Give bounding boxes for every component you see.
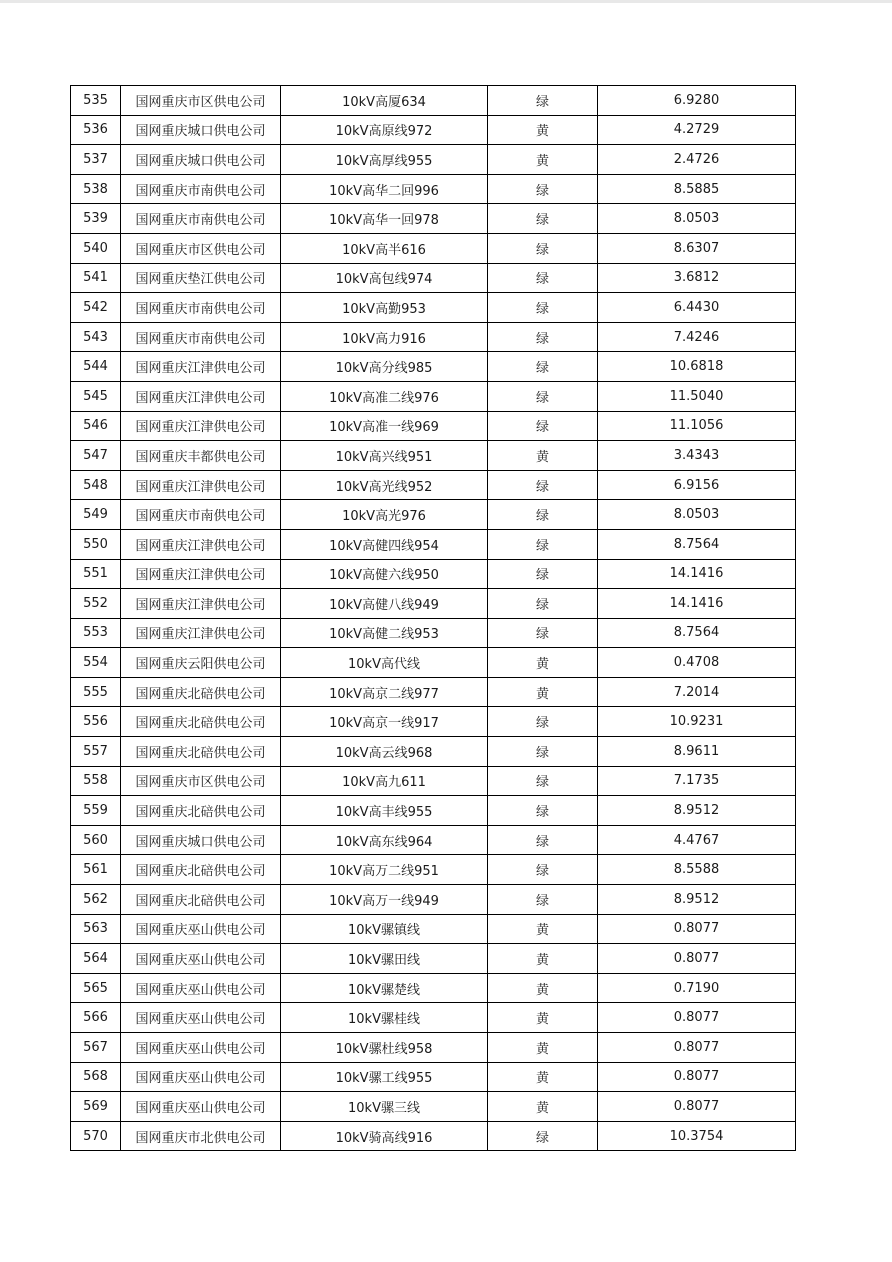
cell-value: 0.8077 — [598, 944, 796, 974]
cell-company: 国网重庆城口供电公司 — [121, 825, 281, 855]
cell-id: 537 — [71, 145, 121, 175]
cell-status: 绿 — [488, 411, 598, 441]
cell-value: 3.6812 — [598, 263, 796, 293]
cell-line: 10kV高准一线969 — [281, 411, 488, 441]
cell-company: 国网重庆江津供电公司 — [121, 352, 281, 382]
cell-status: 绿 — [488, 86, 598, 116]
cell-id: 565 — [71, 973, 121, 1003]
cell-company: 国网重庆城口供电公司 — [121, 115, 281, 145]
cell-id: 559 — [71, 796, 121, 826]
table-row — [71, 263, 796, 293]
cell-company: 国网重庆巫山供电公司 — [121, 973, 281, 1003]
cell-id: 544 — [71, 352, 121, 382]
cell-id: 539 — [71, 204, 121, 234]
cell-line: 10kV高万二线951 — [281, 855, 488, 885]
cell-id: 553 — [71, 618, 121, 648]
cell-company: 国网重庆市区供电公司 — [121, 86, 281, 116]
table-row — [71, 677, 796, 707]
cell-line: 10kV骡杜线958 — [281, 1033, 488, 1063]
cell-company: 国网重庆江津供电公司 — [121, 529, 281, 559]
cell-company: 国网重庆江津供电公司 — [121, 559, 281, 589]
cell-value: 6.4430 — [598, 293, 796, 323]
cell-status: 绿 — [488, 707, 598, 737]
table-row — [71, 914, 796, 944]
cell-line: 10kV高兴线951 — [281, 441, 488, 471]
table-row — [71, 470, 796, 500]
table-row — [71, 766, 796, 796]
cell-status: 绿 — [488, 233, 598, 263]
cell-value: 8.5588 — [598, 855, 796, 885]
cell-id: 555 — [71, 677, 121, 707]
cell-value: 8.0503 — [598, 204, 796, 234]
cell-status: 绿 — [488, 293, 598, 323]
cell-value: 2.4726 — [598, 145, 796, 175]
cell-status: 绿 — [488, 855, 598, 885]
cell-value: 4.4767 — [598, 825, 796, 855]
cell-line: 10kV高京一线917 — [281, 707, 488, 737]
cell-status: 绿 — [488, 352, 598, 382]
cell-line: 10kV高京二线977 — [281, 677, 488, 707]
cell-id: 536 — [71, 115, 121, 145]
cell-status: 黄 — [488, 677, 598, 707]
cell-id: 548 — [71, 470, 121, 500]
cell-value: 10.6818 — [598, 352, 796, 382]
cell-line: 10kV高分线985 — [281, 352, 488, 382]
cell-company: 国网重庆云阳供电公司 — [121, 648, 281, 678]
table-container — [70, 85, 796, 1151]
cell-id: 562 — [71, 885, 121, 915]
cell-company: 国网重庆城口供电公司 — [121, 145, 281, 175]
table-row — [71, 559, 796, 589]
cell-company: 国网重庆江津供电公司 — [121, 618, 281, 648]
cell-value: 0.8077 — [598, 1092, 796, 1122]
cell-value: 7.2014 — [598, 677, 796, 707]
table-row — [71, 1003, 796, 1033]
cell-status: 绿 — [488, 825, 598, 855]
cell-company: 国网重庆北碚供电公司 — [121, 737, 281, 767]
cell-line: 10kV高半616 — [281, 233, 488, 263]
cell-line: 10kV骑高线916 — [281, 1121, 488, 1151]
cell-company: 国网重庆北碚供电公司 — [121, 677, 281, 707]
cell-status: 绿 — [488, 589, 598, 619]
cell-line: 10kV高健二线953 — [281, 618, 488, 648]
cell-status: 绿 — [488, 796, 598, 826]
cell-value: 3.4343 — [598, 441, 796, 471]
table-row — [71, 322, 796, 352]
cell-status: 绿 — [488, 263, 598, 293]
cell-id: 561 — [71, 855, 121, 885]
cell-status: 绿 — [488, 322, 598, 352]
table-row — [71, 174, 796, 204]
cell-value: 0.4708 — [598, 648, 796, 678]
data-table — [70, 85, 796, 1151]
table-row — [71, 1062, 796, 1092]
cell-id: 551 — [71, 559, 121, 589]
table-row — [71, 86, 796, 116]
cell-value: 0.8077 — [598, 1033, 796, 1063]
cell-line: 10kV高准二线976 — [281, 381, 488, 411]
cell-line: 10kV骡楚线 — [281, 973, 488, 1003]
page-top-edge — [0, 0, 892, 3]
cell-id: 541 — [71, 263, 121, 293]
cell-company: 国网重庆北碚供电公司 — [121, 796, 281, 826]
cell-value: 8.9512 — [598, 796, 796, 826]
cell-line: 10kV骡桂线 — [281, 1003, 488, 1033]
cell-status: 黄 — [488, 1092, 598, 1122]
cell-value: 8.7564 — [598, 618, 796, 648]
table-row — [71, 293, 796, 323]
cell-value: 7.1735 — [598, 766, 796, 796]
cell-value: 6.9156 — [598, 470, 796, 500]
cell-line: 10kV高包线974 — [281, 263, 488, 293]
cell-id: 557 — [71, 737, 121, 767]
cell-id: 549 — [71, 500, 121, 530]
table-row — [71, 1033, 796, 1063]
table-row — [71, 796, 796, 826]
cell-line: 10kV高华二回996 — [281, 174, 488, 204]
cell-company: 国网重庆巫山供电公司 — [121, 1092, 281, 1122]
cell-line: 10kV高云线968 — [281, 737, 488, 767]
cell-line: 10kV骡工线955 — [281, 1062, 488, 1092]
cell-company: 国网重庆巫山供电公司 — [121, 914, 281, 944]
cell-line: 10kV高光976 — [281, 500, 488, 530]
cell-company: 国网重庆北碚供电公司 — [121, 855, 281, 885]
cell-status: 绿 — [488, 737, 598, 767]
cell-line: 10kV骡镇线 — [281, 914, 488, 944]
cell-company: 国网重庆市南供电公司 — [121, 204, 281, 234]
cell-line: 10kV高九611 — [281, 766, 488, 796]
cell-status: 黄 — [488, 145, 598, 175]
cell-value: 8.6307 — [598, 233, 796, 263]
cell-value: 0.8077 — [598, 1062, 796, 1092]
cell-line: 10kV高厚线955 — [281, 145, 488, 175]
cell-id: 550 — [71, 529, 121, 559]
cell-line: 10kV高东线964 — [281, 825, 488, 855]
table-row — [71, 885, 796, 915]
cell-value: 8.7564 — [598, 529, 796, 559]
cell-status: 绿 — [488, 618, 598, 648]
cell-id: 547 — [71, 441, 121, 471]
cell-value: 11.5040 — [598, 381, 796, 411]
table-row — [71, 944, 796, 974]
cell-id: 567 — [71, 1033, 121, 1063]
cell-status: 绿 — [488, 885, 598, 915]
table-row — [71, 145, 796, 175]
cell-id: 535 — [71, 86, 121, 116]
cell-id: 543 — [71, 322, 121, 352]
cell-id: 558 — [71, 766, 121, 796]
cell-company: 国网重庆北碚供电公司 — [121, 885, 281, 915]
cell-id: 568 — [71, 1062, 121, 1092]
cell-company: 国网重庆江津供电公司 — [121, 411, 281, 441]
cell-line: 10kV高勤953 — [281, 293, 488, 323]
cell-company: 国网重庆市南供电公司 — [121, 293, 281, 323]
cell-id: 563 — [71, 914, 121, 944]
cell-value: 8.9611 — [598, 737, 796, 767]
cell-company: 国网重庆巫山供电公司 — [121, 1062, 281, 1092]
cell-value: 11.1056 — [598, 411, 796, 441]
cell-id: 566 — [71, 1003, 121, 1033]
cell-company: 国网重庆丰都供电公司 — [121, 441, 281, 471]
cell-value: 4.2729 — [598, 115, 796, 145]
cell-company: 国网重庆巫山供电公司 — [121, 944, 281, 974]
cell-status: 绿 — [488, 470, 598, 500]
cell-company: 国网重庆市北供电公司 — [121, 1121, 281, 1151]
cell-status: 绿 — [488, 1121, 598, 1151]
cell-status: 绿 — [488, 559, 598, 589]
cell-status: 绿 — [488, 766, 598, 796]
table-row — [71, 233, 796, 263]
cell-status: 绿 — [488, 174, 598, 204]
cell-value: 0.7190 — [598, 973, 796, 1003]
cell-value: 0.8077 — [598, 914, 796, 944]
table-row — [71, 1121, 796, 1151]
cell-line: 10kV高力916 — [281, 322, 488, 352]
table-row — [71, 411, 796, 441]
table-row — [71, 707, 796, 737]
cell-line: 10kV高原线972 — [281, 115, 488, 145]
cell-status: 黄 — [488, 1033, 598, 1063]
cell-status: 黄 — [488, 115, 598, 145]
cell-value: 14.1416 — [598, 589, 796, 619]
cell-line: 10kV高代线 — [281, 648, 488, 678]
cell-value: 7.4246 — [598, 322, 796, 352]
cell-id: 554 — [71, 648, 121, 678]
cell-line: 10kV骡田线 — [281, 944, 488, 974]
cell-status: 绿 — [488, 500, 598, 530]
cell-value: 14.1416 — [598, 559, 796, 589]
cell-status: 黄 — [488, 1062, 598, 1092]
cell-value: 10.9231 — [598, 707, 796, 737]
cell-line: 10kV高光线952 — [281, 470, 488, 500]
cell-line: 10kV高健六线950 — [281, 559, 488, 589]
table-row — [71, 1092, 796, 1122]
cell-line: 10kV高健四线954 — [281, 529, 488, 559]
cell-company: 国网重庆巫山供电公司 — [121, 1033, 281, 1063]
cell-status: 绿 — [488, 529, 598, 559]
cell-status: 黄 — [488, 914, 598, 944]
cell-line: 10kV高华一回978 — [281, 204, 488, 234]
table-row — [71, 855, 796, 885]
cell-id: 556 — [71, 707, 121, 737]
cell-status: 黄 — [488, 973, 598, 1003]
table-row — [71, 973, 796, 1003]
cell-id: 570 — [71, 1121, 121, 1151]
cell-id: 540 — [71, 233, 121, 263]
cell-value: 6.9280 — [598, 86, 796, 116]
cell-line: 10kV骡三线 — [281, 1092, 488, 1122]
cell-id: 538 — [71, 174, 121, 204]
table-row — [71, 648, 796, 678]
table-row — [71, 381, 796, 411]
cell-value: 8.5885 — [598, 174, 796, 204]
cell-company: 国网重庆市南供电公司 — [121, 322, 281, 352]
cell-id: 569 — [71, 1092, 121, 1122]
cell-status: 黄 — [488, 648, 598, 678]
table-row — [71, 441, 796, 471]
cell-status: 黄 — [488, 441, 598, 471]
table-row — [71, 204, 796, 234]
cell-company: 国网重庆垫江供电公司 — [121, 263, 281, 293]
cell-company: 国网重庆江津供电公司 — [121, 470, 281, 500]
cell-line: 10kV高万一线949 — [281, 885, 488, 915]
cell-line: 10kV高厦634 — [281, 86, 488, 116]
cell-company: 国网重庆巫山供电公司 — [121, 1003, 281, 1033]
cell-company: 国网重庆市区供电公司 — [121, 766, 281, 796]
cell-company: 国网重庆市南供电公司 — [121, 174, 281, 204]
cell-company: 国网重庆江津供电公司 — [121, 589, 281, 619]
table-row — [71, 825, 796, 855]
table-row — [71, 529, 796, 559]
cell-id: 552 — [71, 589, 121, 619]
table-row — [71, 737, 796, 767]
cell-line: 10kV高健八线949 — [281, 589, 488, 619]
cell-status: 绿 — [488, 204, 598, 234]
cell-company: 国网重庆市区供电公司 — [121, 233, 281, 263]
table-row — [71, 115, 796, 145]
cell-id: 564 — [71, 944, 121, 974]
cell-status: 黄 — [488, 1003, 598, 1033]
cell-value: 8.0503 — [598, 500, 796, 530]
table-body — [71, 86, 796, 1151]
cell-status: 绿 — [488, 381, 598, 411]
table-row — [71, 500, 796, 530]
table-row — [71, 352, 796, 382]
cell-id: 560 — [71, 825, 121, 855]
cell-company: 国网重庆北碚供电公司 — [121, 707, 281, 737]
cell-value: 8.9512 — [598, 885, 796, 915]
cell-status: 黄 — [488, 944, 598, 974]
cell-company: 国网重庆市南供电公司 — [121, 500, 281, 530]
cell-company: 国网重庆江津供电公司 — [121, 381, 281, 411]
cell-id: 542 — [71, 293, 121, 323]
cell-line: 10kV高丰线955 — [281, 796, 488, 826]
table-row — [71, 589, 796, 619]
cell-id: 546 — [71, 411, 121, 441]
cell-value: 10.3754 — [598, 1121, 796, 1151]
cell-id: 545 — [71, 381, 121, 411]
table-row — [71, 618, 796, 648]
cell-value: 0.8077 — [598, 1003, 796, 1033]
